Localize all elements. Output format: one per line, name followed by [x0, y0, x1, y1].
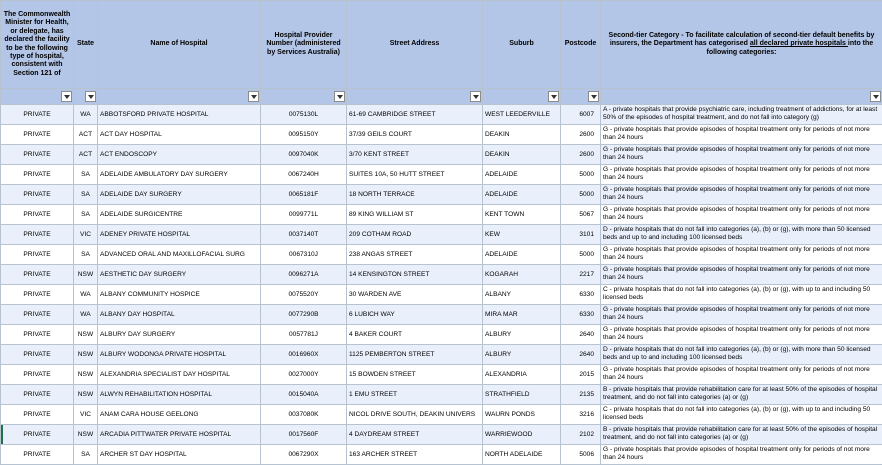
cell-hospital-type[interactable]: PRIVATE: [1, 385, 74, 405]
table-row: [1, 245, 882, 265]
cell-provider-number[interactable]: 0075130L: [261, 105, 347, 125]
cell-state[interactable]: WA: [74, 305, 98, 325]
cell-suburb[interactable]: ALEXANDRIA: [483, 365, 561, 385]
cell-street-address[interactable]: 163 ARCHER STREET: [347, 445, 483, 465]
cell-provider-number[interactable]: 0096271A: [261, 265, 347, 285]
cell-street-address[interactable]: 14 KENSINGTON STREET: [347, 265, 483, 285]
cell-postcode[interactable]: 3216: [561, 405, 601, 425]
cell-street-address[interactable]: 18 NORTH TERRACE: [347, 185, 483, 205]
cell-postcode[interactable]: 6007: [561, 105, 601, 125]
cell-postcode[interactable]: 6330: [561, 285, 601, 305]
cell-postcode[interactable]: 2600: [561, 125, 601, 145]
cell-suburb[interactable]: KEW: [483, 225, 561, 245]
cell-state[interactable]: NSW: [74, 325, 98, 345]
cell-second-tier-category[interactable]: G - private hospitals that provide episodes of hospital treatment only for periods of not more than 24 hours: [601, 325, 882, 345]
cell-hospital-type[interactable]: PRIVATE: [1, 145, 74, 165]
cell-second-tier-category[interactable]: C - private hospitals that do not fall into categories (a), (b) or (g), with up to and including 50 licensed beds: [601, 405, 882, 425]
cell-provider-number[interactable]: 0057781J: [261, 325, 347, 345]
cell-street-address[interactable]: 89 KING WILLIAM ST: [347, 205, 483, 225]
filter-dropdown-icon[interactable]: [85, 91, 96, 102]
cell-provider-number[interactable]: 0067290X: [261, 445, 347, 465]
cell-hospital-name[interactable]: AESTHETIC DAY SURGERY: [98, 265, 261, 285]
cell-postcode[interactable]: 5006: [561, 445, 601, 465]
cell-street-address[interactable]: 15 BOWDEN STREET: [347, 365, 483, 385]
cell-hospital-name[interactable]: ALBURY WODONGA PRIVATE HOSPITAL: [98, 345, 261, 365]
header-provider-number: Hospital Provider Number (administered by Services Australia): [261, 1, 347, 89]
table-row: [1, 365, 882, 385]
cell-second-tier-category[interactable]: D - private hospitals that do not fall into categories (a), (b) or (g), with more than 50 licensed beds and up to and including 100 licensed beds: [601, 345, 882, 365]
cell-provider-number[interactable]: 0017560F: [261, 425, 347, 445]
cell-hospital-name[interactable]: ARCADIA PITTWATER PRIVATE HOSPITAL: [98, 425, 261, 445]
cell-hospital-name[interactable]: ACT DAY HOSPITAL: [98, 125, 261, 145]
cell-state[interactable]: NSW: [74, 425, 98, 445]
filter-dropdown-icon[interactable]: [334, 91, 345, 102]
cell-street-address[interactable]: NICOL DRIVE SOUTH, DEAKIN UNIVERS: [347, 405, 483, 425]
cell-suburb[interactable]: ALBURY: [483, 325, 561, 345]
header-second-tier-category: [601, 1, 882, 89]
cell-hospital-name[interactable]: ALBANY COMMUNITY HOSPICE: [98, 285, 261, 305]
cell-street-address[interactable]: 61-69 CAMBRIDGE STREET: [347, 105, 483, 125]
table-row: [1, 145, 882, 165]
filter-dropdown-icon[interactable]: [470, 91, 481, 102]
cell-provider-number[interactable]: 0067310J: [261, 245, 347, 265]
cell-hospital-type[interactable]: PRIVATE: [1, 165, 74, 185]
cell-suburb[interactable]: STRATHFIELD: [483, 385, 561, 405]
cell-hospital-type[interactable]: PRIVATE: [1, 105, 74, 125]
cell-second-tier-category[interactable]: G - private hospitals that provide episodes of hospital treatment only for periods of not more than 24 hours: [601, 265, 882, 285]
cell-second-tier-category[interactable]: G - private hospitals that provide episodes of hospital treatment only for periods of not more than 24 hours: [601, 185, 882, 205]
cell-hospital-name[interactable]: ANAM CARA HOUSE GEELONG: [98, 405, 261, 425]
cell-state[interactable]: NSW: [74, 265, 98, 285]
cell-suburb[interactable]: ALBANY: [483, 285, 561, 305]
cell-suburb[interactable]: WEST LEEDERVILLE: [483, 105, 561, 125]
cell-provider-number[interactable]: 0077290B: [261, 305, 347, 325]
cell-provider-number[interactable]: 0015040A: [261, 385, 347, 405]
cell-suburb[interactable]: MIRA MAR: [483, 305, 561, 325]
cell-hospital-type[interactable]: PRIVATE: [1, 365, 74, 385]
cell-street-address[interactable]: 30 WARDEN AVE: [347, 285, 483, 305]
cell-postcode[interactable]: 2640: [561, 345, 601, 365]
cell-street-address[interactable]: 4 DAYDREAM STREET: [347, 425, 483, 445]
cell-state[interactable]: SA: [74, 185, 98, 205]
cell-provider-number[interactable]: 0037080K: [261, 405, 347, 425]
table-row: [1, 165, 882, 185]
header-street-address: Street Address: [347, 1, 483, 89]
cell-hospital-name[interactable]: ADELAIDE SURGICENTRE: [98, 205, 261, 225]
cell-street-address[interactable]: 4 BAKER COURT: [347, 325, 483, 345]
cell-street-address[interactable]: 209 COTHAM ROAD: [347, 225, 483, 245]
cell-provider-number[interactable]: 0075520Y: [261, 285, 347, 305]
cell-postcode[interactable]: 5000: [561, 185, 601, 205]
filter-cell: [347, 89, 483, 105]
cell-suburb[interactable]: KOGARAH: [483, 265, 561, 285]
cell-postcode[interactable]: 6330: [561, 305, 601, 325]
cell-provider-number[interactable]: 0097040K: [261, 145, 347, 165]
cell-postcode[interactable]: 5000: [561, 165, 601, 185]
cell-postcode[interactable]: 5000: [561, 245, 601, 265]
filter-dropdown-icon[interactable]: [548, 91, 559, 102]
cell-street-address[interactable]: 3/70 KENT STREET: [347, 145, 483, 165]
cell-hospital-name[interactable]: ALEXANDRIA SPECIALIST DAY HOSPITAL: [98, 365, 261, 385]
cell-hospital-name[interactable]: ADENEY PRIVATE HOSPITAL: [98, 225, 261, 245]
table-row: [1, 125, 882, 145]
cell-suburb[interactable]: DEAKIN: [483, 125, 561, 145]
cell-suburb[interactable]: WARRIEWOOD: [483, 425, 561, 445]
table-row: [1, 225, 882, 245]
cell-second-tier-category[interactable]: G - private hospitals that provide episodes of hospital treatment only for periods of not more than 24 hours: [601, 165, 882, 185]
table-row: [1, 205, 882, 225]
cell-hospital-name[interactable]: ACT ENDOSCOPY: [98, 145, 261, 165]
cell-hospital-name[interactable]: ALBANY DAY HOSPITAL: [98, 305, 261, 325]
cell-state[interactable]: VIC: [74, 225, 98, 245]
header-hospital-type: The Commonwealth Minister for Health, or delegate, has declared the facility to be the following type of hospital, consistent with Section 121 of: [1, 1, 74, 89]
filter-cell: [1, 89, 74, 105]
cell-second-tier-category[interactable]: G - private hospitals that provide episodes of hospital treatment only for periods of not more than 24 hours: [601, 205, 882, 225]
cell-hospital-type[interactable]: PRIVATE: [1, 305, 74, 325]
cell-street-address[interactable]: 238 ANGAS STREET: [347, 245, 483, 265]
cell-suburb[interactable]: NORTH ADELAIDE: [483, 445, 561, 465]
filter-cell: [74, 89, 98, 105]
table-row: [1, 405, 882, 425]
cell-postcode[interactable]: 2135: [561, 385, 601, 405]
table-row: [1, 185, 882, 205]
cell-suburb[interactable]: KENT TOWN: [483, 205, 561, 225]
cell-state[interactable]: NSW: [74, 365, 98, 385]
cell-hospital-type[interactable]: PRIVATE: [1, 285, 74, 305]
header-category-underlined: all declared private hospitals: [750, 40, 848, 47]
cell-hospital-type[interactable]: PRIVATE: [1, 205, 74, 225]
cell-provider-number[interactable]: 0099771L: [261, 205, 347, 225]
cell-second-tier-category[interactable]: C - private hospitals that do not fall into categories (a), (b) or (g), with up to and including 50 licensed beds: [601, 285, 882, 305]
cell-provider-number[interactable]: 0027000Y: [261, 365, 347, 385]
header-state: State: [74, 1, 98, 89]
cell-hospital-type[interactable]: PRIVATE: [1, 265, 74, 285]
cell-hospital-type[interactable]: PRIVATE: [1, 445, 74, 465]
cell-provider-number[interactable]: 0067240H: [261, 165, 347, 185]
table-body: [1, 105, 882, 465]
table-row: [1, 265, 882, 285]
table-row: [1, 105, 882, 125]
cell-street-address[interactable]: 37/39 GEILS COURT: [347, 125, 483, 145]
filter-dropdown-icon[interactable]: [588, 91, 599, 102]
cell-provider-number[interactable]: 0095150Y: [261, 125, 347, 145]
cell-state[interactable]: WA: [74, 285, 98, 305]
cell-postcode[interactable]: 2600: [561, 145, 601, 165]
cell-state[interactable]: NSW: [74, 345, 98, 365]
filter-cell: [261, 89, 347, 105]
filter-cell: [561, 89, 601, 105]
table-row: [1, 305, 882, 325]
cell-hospital-type[interactable]: PRIVATE: [1, 345, 74, 365]
cell-postcode[interactable]: 2102: [561, 425, 601, 445]
header-category-text: Second-tier Category - To facilitate calculation of second-tier default benefits by insurers, the Department has categorised: [609, 32, 875, 47]
cell-hospital-type[interactable]: PRIVATE: [1, 405, 74, 425]
cell-second-tier-category[interactable]: G - private hospitals that provide episodes of hospital treatment only for periods of not more than 24 hours: [601, 365, 882, 385]
cell-suburb[interactable]: ALBURY: [483, 345, 561, 365]
header-postcode: Postcode: [561, 1, 601, 89]
cell-state[interactable]: ACT: [74, 145, 98, 165]
filter-cell: [98, 89, 261, 105]
cell-state[interactable]: ACT: [74, 125, 98, 145]
cell-hospital-type[interactable]: PRIVATE: [1, 245, 74, 265]
table-row: [1, 345, 882, 365]
cell-second-tier-category[interactable]: G - private hospitals that provide episodes of hospital treatment only for periods of not more than 24 hours: [601, 125, 882, 145]
cell-state[interactable]: SA: [74, 205, 98, 225]
header-category-text-end: into the following categories:: [706, 40, 873, 55]
cell-suburb[interactable]: ADELAIDE: [483, 245, 561, 265]
cell-postcode[interactable]: 2217: [561, 265, 601, 285]
cell-street-address[interactable]: SUITES 10A, 50 HUTT STREET: [347, 165, 483, 185]
cell-second-tier-category[interactable]: D - private hospitals that do not fall into categories (a), (b) or (g), with more than 50 licensed beds and up to and including 100 licensed beds: [601, 225, 882, 245]
header-suburb: Suburb: [483, 1, 561, 89]
cell-postcode[interactable]: 5067: [561, 205, 601, 225]
cell-suburb[interactable]: DEAKIN: [483, 145, 561, 165]
cell-state[interactable]: VIC: [74, 405, 98, 425]
filter-cell: [601, 89, 882, 105]
cell-state[interactable]: SA: [74, 165, 98, 185]
cell-street-address[interactable]: 1 EMU STREET: [347, 385, 483, 405]
cell-provider-number[interactable]: 0037140T: [261, 225, 347, 245]
table-row: [1, 285, 882, 305]
cell-suburb[interactable]: ADELAIDE: [483, 185, 561, 205]
cell-hospital-name[interactable]: ALWYN REHABILITATION HOSPITAL: [98, 385, 261, 405]
filter-cell: [483, 89, 561, 105]
cell-hospital-type[interactable]: PRIVATE: [1, 125, 74, 145]
cell-hospital-name[interactable]: ADELAIDE DAY SURGERY: [98, 185, 261, 205]
cell-suburb[interactable]: ADELAIDE: [483, 165, 561, 185]
cell-provider-number[interactable]: 0065181F: [261, 185, 347, 205]
filter-dropdown-icon[interactable]: [870, 91, 881, 102]
cell-second-tier-category[interactable]: A - private hospitals that provide psychiatric care, including treatment of addictions, for at least 50% of the episodes of hospital treatment, and do not fall into category (g): [601, 105, 882, 125]
cell-hospital-name[interactable]: ALBURY DAY SURGERY: [98, 325, 261, 345]
table-row: [1, 325, 882, 345]
cell-provider-number[interactable]: 0016960X: [261, 345, 347, 365]
cell-state[interactable]: NSW: [74, 385, 98, 405]
cell-postcode[interactable]: 3101: [561, 225, 601, 245]
cell-street-address[interactable]: 6 LUBICH WAY: [347, 305, 483, 325]
table-row: [1, 445, 882, 465]
cell-second-tier-category[interactable]: B - private hospitals that provide rehabilitation care for at least 50% of the episodes of hospital treatment, and do not fall into categories (a) or (g): [601, 385, 882, 405]
cell-hospital-name[interactable]: ARCHER ST DAY HOSPITAL: [98, 445, 261, 465]
cell-second-tier-category[interactable]: G - private hospitals that provide episodes of hospital treatment only for periods of not more than 24 hours: [601, 245, 882, 265]
table-row: [1, 385, 882, 405]
filter-dropdown-icon[interactable]: [248, 91, 259, 102]
cell-hospital-type[interactable]: PRIVATE: [1, 425, 74, 445]
cell-suburb[interactable]: WAURN PONDS: [483, 405, 561, 425]
cell-postcode[interactable]: 2015: [561, 365, 601, 385]
cell-hospital-type[interactable]: PRIVATE: [1, 185, 74, 205]
cell-hospital-name[interactable]: ADVANCED ORAL AND MAXILLOFACIAL SURG: [98, 245, 261, 265]
cell-postcode[interactable]: 2640: [561, 325, 601, 345]
cell-hospital-name[interactable]: ADELAIDE AMBULATORY DAY SURGERY: [98, 165, 261, 185]
cell-hospital-name[interactable]: ABBOTSFORD PRIVATE HOSPITAL: [98, 105, 261, 125]
cell-street-address[interactable]: 1125 PEMBERTON STREET: [347, 345, 483, 365]
cell-second-tier-category[interactable]: B - private hospitals that provide rehabilitation care for at least 50% of the episodes of hospital treatment, and do not fall into categories (a) or (g): [601, 425, 882, 445]
cell-state[interactable]: SA: [74, 245, 98, 265]
header-hospital-name: Name of Hospital: [98, 1, 261, 89]
cell-hospital-type[interactable]: PRIVATE: [1, 325, 74, 345]
cell-second-tier-category[interactable]: G - private hospitals that provide episodes of hospital treatment only for periods of not more than 24 hours: [601, 445, 882, 465]
filter-dropdown-icon[interactable]: [61, 91, 72, 102]
cell-state[interactable]: SA: [74, 445, 98, 465]
cell-hospital-type[interactable]: PRIVATE: [1, 225, 74, 245]
cell-second-tier-category[interactable]: G - private hospitals that provide episodes of hospital treatment only for periods of not more than 24 hours: [601, 305, 882, 325]
cell-state[interactable]: WA: [74, 105, 98, 125]
cell-second-tier-category[interactable]: G - private hospitals that provide episodes of hospital treatment only for periods of not more than 24 hours: [601, 145, 882, 165]
